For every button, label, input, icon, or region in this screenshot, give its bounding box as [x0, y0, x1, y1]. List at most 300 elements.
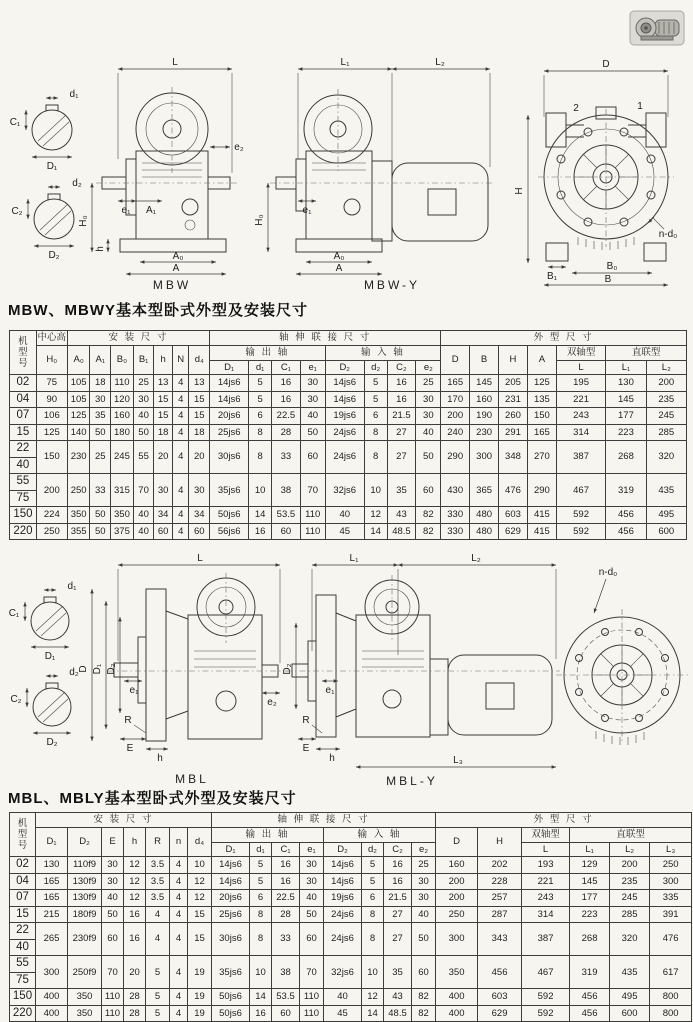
- dimension-cell: 456: [570, 989, 610, 1006]
- dim-label-L2: L₂: [435, 57, 445, 68]
- col-C2: C₂: [387, 360, 416, 375]
- dimension-cell: 35js6: [210, 474, 249, 507]
- dim-label-R: R: [124, 715, 132, 726]
- dim-label-D1: D₁: [44, 651, 56, 662]
- dimension-cell: 15: [189, 391, 210, 408]
- dim-label-B0: B₀: [606, 261, 618, 272]
- dimension-cell: 230f9: [68, 923, 102, 956]
- group-dual-shaft: 双轴型: [522, 827, 570, 842]
- dim-label-H0: H₀: [78, 215, 89, 227]
- dimension-cell: 30: [300, 873, 324, 890]
- dimension-cell: 250f9: [68, 956, 102, 989]
- dimension-cell: 33: [271, 441, 300, 474]
- dimension-cell: 391: [650, 906, 692, 923]
- dimension-cell: 30: [416, 408, 441, 425]
- group-shaft: 轴 伸 联 接 尺 寸: [210, 331, 441, 346]
- dimension-cell: 10: [249, 474, 272, 507]
- table-row: [10, 391, 687, 408]
- dimension-cell: 35: [387, 474, 416, 507]
- dimension-cell: 350: [68, 1005, 102, 1022]
- group-direct-link: 直联型: [570, 827, 692, 842]
- dimension-cell: 400: [436, 989, 478, 1006]
- dim-label-L3: L₃: [453, 755, 463, 766]
- col-L2: L₂: [610, 842, 650, 857]
- dimension-cell: 14: [249, 507, 272, 524]
- dimension-cell: 56js6: [210, 523, 249, 540]
- col-E: E: [102, 827, 124, 857]
- dim-label-A: A: [172, 263, 180, 274]
- dimension-cell: 177: [606, 408, 646, 425]
- dim-label-e2: e₂: [267, 697, 277, 708]
- col-shaft-D2: D₂: [324, 842, 362, 857]
- dimension-cell: 350: [68, 989, 102, 1006]
- dimension-cell: 24js6: [324, 906, 362, 923]
- technical-drawing-bottom: [0, 551, 693, 789]
- caption-mbwy: MBW-Y: [363, 278, 421, 292]
- dimension-cell: 22.5: [272, 890, 300, 907]
- dimension-cell: 260: [499, 408, 528, 425]
- group-install: 安 装 尺 寸: [36, 813, 212, 828]
- mbw-dimension-table: [9, 330, 687, 540]
- dimension-cell: 30: [102, 873, 124, 890]
- dimension-cell: 240: [441, 424, 470, 441]
- dimension-cell: 60: [272, 1005, 300, 1022]
- dimension-cell: 25js6: [212, 906, 250, 923]
- dimension-cell: 40: [300, 408, 325, 425]
- dimension-cell: 235: [646, 391, 686, 408]
- dimension-cell: 20: [154, 441, 173, 474]
- dimension-cell: 140: [67, 424, 90, 441]
- col-shaft-D1: D₁: [212, 842, 250, 857]
- dimension-cell: 16: [387, 375, 416, 392]
- dim-label-n-d0: n-d₀: [598, 567, 618, 578]
- dimension-cell: 10: [250, 956, 272, 989]
- dim-label-c2: C₂: [10, 694, 22, 705]
- dimension-cell: 195: [556, 375, 606, 392]
- dimension-cell: 160: [436, 857, 478, 874]
- dimension-cell: 10: [362, 956, 384, 989]
- dimension-cell: 21.5: [384, 890, 412, 907]
- dim-label-e2: e₂: [234, 142, 244, 153]
- dimension-cell: 25: [416, 375, 441, 392]
- dimension-cell: 343: [478, 923, 522, 956]
- dimension-cell: 430: [441, 474, 470, 507]
- dimension-cell: 365: [470, 474, 499, 507]
- caption-mbl: MBL: [175, 772, 209, 786]
- dimension-cell: 110f9: [68, 857, 102, 874]
- col-L1: L₁: [570, 842, 610, 857]
- drawing-rear-view: [514, 59, 677, 285]
- dimension-cell: 5: [362, 857, 384, 874]
- dimension-cell: 4: [146, 923, 170, 956]
- table-row: [10, 989, 692, 1006]
- dimension-cell: 291: [499, 424, 528, 441]
- dimension-cell: 25js6: [210, 424, 249, 441]
- dimension-cell: 19: [188, 989, 212, 1006]
- dim-label-h: h: [95, 246, 106, 252]
- dimension-cell: 160: [470, 391, 499, 408]
- model-cell: 22 40: [10, 923, 36, 956]
- dim-label-L1: L₁: [340, 57, 350, 68]
- dimension-cell: 19js6: [325, 408, 364, 425]
- dimension-cell: 4: [172, 507, 189, 524]
- dimension-cell: 130f9: [68, 873, 102, 890]
- dimension-cell: 165: [441, 375, 470, 392]
- shaft-section-detail-output: [9, 581, 77, 662]
- dimension-cell: 110: [102, 1005, 124, 1022]
- dimension-cell: 4: [170, 989, 188, 1006]
- dimension-cell: 387: [556, 441, 606, 474]
- dim-label-c2: C₂: [11, 206, 23, 217]
- technical-drawing-top: [0, 55, 693, 293]
- dimension-cell: 12: [188, 890, 212, 907]
- dimension-cell: 18: [90, 375, 111, 392]
- col-B: B: [470, 345, 499, 375]
- dimension-cell: 30js6: [210, 441, 249, 474]
- dim-label-e1: e₁: [302, 205, 312, 216]
- dimension-cell: 350: [67, 507, 90, 524]
- dimension-cell: 13: [154, 375, 173, 392]
- model-cell: 04: [10, 391, 37, 408]
- dimension-cell: 268: [570, 923, 610, 956]
- dimension-cell: 14js6: [212, 857, 250, 874]
- col-shaft-d2: d₂: [362, 842, 384, 857]
- dimension-cell: 300: [36, 956, 68, 989]
- dimension-cell: 25: [90, 441, 111, 474]
- dimension-cell: 319: [606, 474, 646, 507]
- dimension-cell: 50: [90, 523, 111, 540]
- dimension-cell: 245: [111, 441, 134, 474]
- dimension-cell: 467: [556, 474, 606, 507]
- col-shaft-e1: e₁: [300, 842, 324, 857]
- dimension-cell: 14: [362, 1005, 384, 1022]
- dimension-cell: 314: [556, 424, 606, 441]
- dim-label-h: h: [329, 753, 335, 764]
- dimension-cell: 15: [154, 391, 173, 408]
- dim-label-e1: e₁: [325, 685, 335, 696]
- dim-label-d1: d₁: [67, 581, 77, 592]
- dimension-cell: 495: [646, 507, 686, 524]
- dimension-cell: 40: [300, 890, 324, 907]
- dimension-cell: 45: [325, 523, 364, 540]
- col-H0: H₀: [36, 345, 67, 375]
- dimension-cell: 21.5: [387, 408, 416, 425]
- drawing-mbly: [282, 553, 560, 788]
- dimension-cell: 355: [67, 523, 90, 540]
- dimension-cell: 70: [102, 956, 124, 989]
- dimension-cell: 110: [111, 375, 134, 392]
- table-row: [10, 375, 687, 392]
- dim-label-D: D: [602, 59, 610, 70]
- group-outline: 外 型 尺 寸: [436, 813, 692, 828]
- dim-label-d1: d₁: [69, 89, 79, 100]
- dimension-cell: 5: [250, 873, 272, 890]
- dimension-cell: 270: [527, 441, 556, 474]
- dimension-cell: 495: [610, 989, 650, 1006]
- drawing-front-view: [556, 567, 688, 745]
- dimension-cell: 319: [570, 956, 610, 989]
- col-B1: B₁: [133, 345, 154, 375]
- dim-label-L1: L₁: [349, 553, 359, 564]
- dimension-cell: 165: [36, 890, 68, 907]
- group-direct-link: 直联型: [606, 345, 687, 360]
- dimension-cell: 27: [387, 424, 416, 441]
- dimension-cell: 50: [90, 424, 111, 441]
- dimension-cell: 40: [133, 408, 154, 425]
- table-row: [10, 873, 692, 890]
- dimension-cell: 245: [646, 408, 686, 425]
- dim-label-D2: D₂: [48, 250, 60, 261]
- dimension-cell: 5: [146, 1005, 170, 1022]
- dimension-cell: 106: [36, 408, 67, 425]
- dimension-cell: 50js6: [212, 1005, 250, 1022]
- model-cell: 55 75: [10, 956, 36, 989]
- dimension-cell: 129: [570, 857, 610, 874]
- dimension-cell: 180: [111, 424, 134, 441]
- model-cell: 04: [10, 873, 36, 890]
- dimension-cell: 315: [111, 474, 134, 507]
- dimension-cell: 480: [470, 523, 499, 540]
- gearmotor-logo: [629, 8, 685, 48]
- dimension-cell: 4: [170, 873, 188, 890]
- dimension-cell: 40: [412, 906, 436, 923]
- dimension-cell: 265: [36, 923, 68, 956]
- dim-label-L: L: [197, 553, 203, 564]
- dimension-cell: 18: [189, 424, 210, 441]
- dimension-cell: 16: [250, 1005, 272, 1022]
- dimension-cell: 60: [154, 523, 173, 540]
- dimension-cell: 600: [646, 523, 686, 540]
- dimension-cell: 60: [416, 474, 441, 507]
- group-output-shaft: 输 出 轴: [210, 345, 326, 360]
- model-cell: 15: [10, 424, 37, 441]
- dimension-cell: 30: [189, 474, 210, 507]
- dimension-cell: 16: [249, 523, 272, 540]
- dimension-cell: 40: [102, 890, 124, 907]
- col-shaft-C2: C₂: [384, 842, 412, 857]
- dimension-cell: 257: [478, 890, 522, 907]
- dimension-cell: 245: [610, 890, 650, 907]
- dimension-cell: 82: [416, 507, 441, 524]
- dim-label-A1: A₁: [145, 205, 157, 216]
- dimension-cell: 30: [133, 391, 154, 408]
- dimension-cell: 16: [384, 873, 412, 890]
- dimension-cell: 34: [189, 507, 210, 524]
- dimension-cell: 5: [364, 391, 387, 408]
- dimension-cell: 603: [478, 989, 522, 1006]
- dimension-cell: 20js6: [210, 408, 249, 425]
- dimension-cell: 14js6: [324, 857, 362, 874]
- dimension-cell: 387: [522, 923, 570, 956]
- dimension-cell: 35: [90, 408, 111, 425]
- col-A0: A₀: [67, 345, 90, 375]
- dimension-cell: 48.5: [387, 523, 416, 540]
- dimension-cell: 10: [364, 474, 387, 507]
- model-cell: 55 75: [10, 474, 37, 507]
- dimension-cell: 30: [90, 391, 111, 408]
- group-install: 安 装 尺 寸: [67, 331, 209, 346]
- dimension-cell: 4: [172, 375, 189, 392]
- model-cell: 150: [10, 507, 37, 524]
- dimension-cell: 4: [146, 906, 170, 923]
- dimension-cell: 14js6: [325, 391, 364, 408]
- dimension-cell: 125: [67, 408, 90, 425]
- dimension-cell: 6: [249, 408, 272, 425]
- dimension-cell: 16: [387, 391, 416, 408]
- dimension-cell: 290: [441, 441, 470, 474]
- dimension-cell: 16: [271, 391, 300, 408]
- dimension-cell: 235: [610, 873, 650, 890]
- dimension-cell: 53.5: [272, 989, 300, 1006]
- dimension-cell: 12: [188, 873, 212, 890]
- dim-label-A0: A₀: [172, 251, 184, 262]
- dimension-cell: 12: [362, 989, 384, 1006]
- col-n: n: [170, 827, 188, 857]
- dimension-cell: 5: [249, 375, 272, 392]
- dimension-cell: 50: [412, 923, 436, 956]
- dimension-cell: 14: [364, 523, 387, 540]
- dimension-cell: 4: [172, 523, 189, 540]
- dimension-cell: 12: [364, 507, 387, 524]
- dimension-cell: 8: [250, 923, 272, 956]
- col-A: A: [527, 345, 556, 375]
- dimension-cell: 6: [250, 890, 272, 907]
- dim-label-D: D: [78, 665, 89, 673]
- group-shaft: 轴 伸 联 接 尺 寸: [212, 813, 436, 828]
- dimension-cell: 33: [272, 923, 300, 956]
- dimension-cell: 30js6: [212, 923, 250, 956]
- dimension-cell: 165: [527, 424, 556, 441]
- caption-mbw: MBW: [152, 278, 192, 292]
- dimension-cell: 8: [364, 424, 387, 441]
- dimension-cell: 456: [570, 1005, 610, 1022]
- dimension-cell: 160: [111, 408, 134, 425]
- dim-label-L2: L₂: [471, 553, 481, 564]
- dimension-cell: 224: [36, 507, 67, 524]
- dimension-cell: 19: [188, 956, 212, 989]
- dimension-cell: 40: [325, 507, 364, 524]
- dimension-cell: 27: [387, 441, 416, 474]
- dimension-cell: 14js6: [210, 375, 249, 392]
- group-output-shaft: 输 出 轴: [212, 827, 324, 842]
- dimension-cell: 4: [170, 1005, 188, 1022]
- dimension-cell: 14js6: [324, 873, 362, 890]
- group-input-shaft: 输 入 轴: [325, 345, 441, 360]
- dimension-cell: 30: [300, 857, 324, 874]
- dimension-cell: 150: [36, 441, 67, 474]
- dimension-cell: 105: [67, 391, 90, 408]
- dimension-cell: 456: [478, 956, 522, 989]
- col-N: N: [172, 345, 189, 375]
- dimension-cell: 476: [650, 923, 692, 956]
- dimension-cell: 400: [436, 1005, 478, 1022]
- col-L3: L₃: [650, 842, 692, 857]
- dimension-cell: 223: [606, 424, 646, 441]
- dimension-cell: 40: [133, 523, 154, 540]
- model-cell: 150: [10, 989, 36, 1006]
- dimension-cell: 4: [170, 890, 188, 907]
- dimension-cell: 82: [416, 523, 441, 540]
- dimension-cell: 110: [300, 523, 325, 540]
- group-input-shaft: 输 入 轴: [324, 827, 436, 842]
- dimension-cell: 43: [384, 989, 412, 1006]
- dimension-cell: 15: [188, 923, 212, 956]
- dimension-cell: 592: [522, 989, 570, 1006]
- dimension-cell: 200: [36, 474, 67, 507]
- dimension-cell: 82: [412, 989, 436, 1006]
- col-d4: d₄: [189, 345, 210, 375]
- dimension-cell: 70: [133, 474, 154, 507]
- dimension-cell: 456: [606, 507, 646, 524]
- callout-2: 2: [573, 103, 579, 114]
- dimension-cell: 8: [362, 906, 384, 923]
- dimension-cell: 150: [527, 408, 556, 425]
- col-L: L: [556, 360, 606, 375]
- dimension-cell: 250: [436, 906, 478, 923]
- dimension-cell: 38: [272, 956, 300, 989]
- dimension-cell: 202: [478, 857, 522, 874]
- dimension-cell: 190: [470, 408, 499, 425]
- dimension-cell: 55: [133, 441, 154, 474]
- dimension-cell: 6: [362, 890, 384, 907]
- col-e1: e₁: [300, 360, 325, 375]
- dimension-cell: 314: [522, 906, 570, 923]
- dimension-cell: 50: [416, 441, 441, 474]
- dimension-cell: 14js6: [210, 391, 249, 408]
- col-shaft-C1: C₁: [272, 842, 300, 857]
- dimension-cell: 230: [470, 424, 499, 441]
- dimension-cell: 16: [124, 906, 146, 923]
- col-C1: C₁: [271, 360, 300, 375]
- dimension-cell: 5: [249, 391, 272, 408]
- dimension-cell: 5: [146, 989, 170, 1006]
- dimension-cell: 221: [522, 873, 570, 890]
- dimension-cell: 120: [111, 391, 134, 408]
- dimension-cell: 3.5: [146, 890, 170, 907]
- col-model: 机型号: [10, 813, 36, 857]
- shaft-section-detail-output: [10, 89, 79, 172]
- dimension-cell: 250: [67, 474, 90, 507]
- table-mbl: [9, 812, 692, 1022]
- dimension-cell: 24js6: [324, 923, 362, 956]
- col-model: 机型号: [10, 331, 37, 375]
- dimension-cell: 35: [384, 956, 412, 989]
- dimension-cell: 415: [527, 523, 556, 540]
- dimension-cell: 287: [478, 906, 522, 923]
- col-shaft-d1: d₁: [250, 842, 272, 857]
- dimension-cell: 60: [102, 923, 124, 956]
- dimension-cell: 60: [300, 923, 324, 956]
- dimension-cell: 400: [36, 989, 68, 1006]
- dimension-cell: 30: [102, 857, 124, 874]
- table-row: [10, 1005, 692, 1022]
- dimension-cell: 125: [36, 424, 67, 441]
- col-center-height: 中心高: [36, 331, 67, 346]
- dim-label-h: h: [157, 753, 163, 764]
- dimension-cell: 350: [436, 956, 478, 989]
- dimension-cell: 320: [646, 441, 686, 474]
- dimension-cell: 10: [188, 857, 212, 874]
- table-row: [10, 474, 687, 507]
- table-row: [10, 507, 687, 524]
- dimension-cell: 8: [250, 906, 272, 923]
- dimension-cell: 38: [271, 474, 300, 507]
- dim-label-d2: d₂: [69, 667, 79, 678]
- dimension-cell: 231: [499, 391, 528, 408]
- dimension-cell: 4: [172, 441, 189, 474]
- dimension-cell: 435: [610, 956, 650, 989]
- dimension-cell: 6: [364, 408, 387, 425]
